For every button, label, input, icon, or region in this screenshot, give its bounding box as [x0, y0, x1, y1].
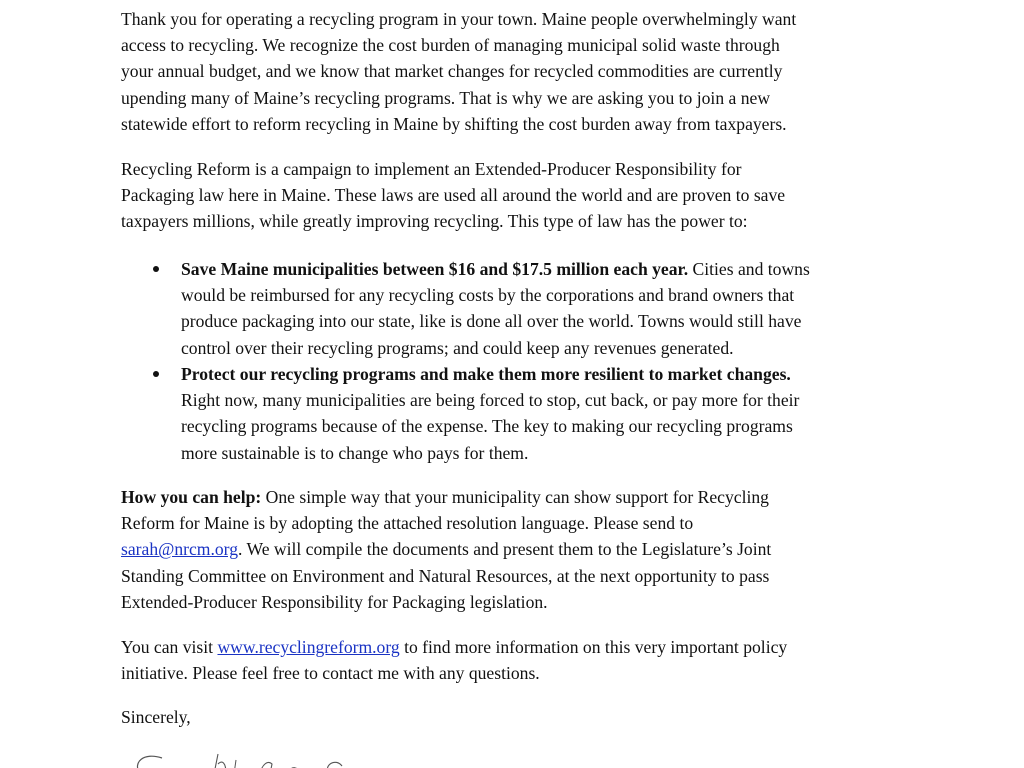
text-line: access to recycling. We recognize the cost burden of managing municipal solid waste through [121, 35, 780, 56]
text-line: How you can help: One simple way that your municipality can show support for Recycling [121, 487, 769, 507]
text-line: Extended-Producer Responsibility for Packaging legislation. [121, 591, 548, 612]
text-line: Reform for Maine is by adopting the attached resolution language. Please send to [121, 513, 694, 534]
text-line: sarah@nrcm.org. We will compile the documents and present them to the Legislature’s Joint [121, 539, 772, 560]
email-link[interactable]: sarah@nrcm.org [121, 539, 239, 560]
text-line: recycling programs because of the expense. The key to making our recycling programs [181, 416, 793, 437]
text-line: control over their recycling programs; and could keep any revenues generated. [181, 337, 734, 358]
text-line: produce packaging into our state, like is done all over the world. Towns would still have [181, 311, 802, 332]
intro-paragraph [121, 6, 921, 137]
text-line: your annual budget, and we know that market changes for recycled commodities are currently [121, 61, 783, 82]
bullet-icon [153, 371, 159, 377]
text-line: taxpayers millions, while greatly improving recycling. This type of law has the power to: [121, 211, 748, 232]
bullet-text [181, 361, 799, 466]
closing [121, 704, 921, 730]
signature-image [122, 746, 382, 768]
bullet-text [181, 256, 810, 361]
text-line: Standing Committee on Environment and Natural Resources, at the next opportunity to pass [121, 565, 770, 586]
bullet-heading: Save Maine municipalities between $16 and $17.5 million each year. [181, 259, 689, 279]
text-line: upending many of Maine’s recycling programs. That is why we are asking you to join a new [121, 87, 771, 108]
how-to-help-paragraph [121, 484, 921, 615]
text-line: statewide effort to reform recycling in Maine by shifting the cost burden away from taxpayers. [121, 113, 787, 134]
text-line: would be reimbursed for any recycling costs by the corporations and brand owners that [181, 285, 795, 306]
text-line [181, 361, 799, 387]
text-line: initiative. Please feel free to contact me with any questions. [121, 663, 540, 684]
salutation: Sincerely, [121, 707, 191, 727]
more-info-paragraph [121, 634, 921, 686]
text-line: more sustainable is to change who pays for them. [181, 442, 529, 463]
bullet-icon [153, 266, 159, 272]
text-line: Packaging law here in Maine. These laws are used all around the world and are proven to save [121, 185, 786, 206]
website-link[interactable]: www.recyclingreform.org [217, 637, 400, 657]
campaign-paragraph [121, 156, 921, 235]
text-line: Thank you for operating a recycling program in your town. Maine people overwhelmingly want [121, 9, 797, 29]
bullet-heading: Protect our recycling programs and make them more resilient to market changes. [181, 364, 791, 384]
how-to-help-heading: How you can help: [121, 487, 262, 507]
text-line: Right now, many municipalities are being forced to stop, cut back, or pay more for their [181, 390, 800, 411]
text-line: Save Maine municipalities between $16 and $17.5 million each year. Cities and towns [181, 259, 810, 279]
text-line: You can visit www.recyclingreform.org to find more information on this very important policy [121, 637, 788, 657]
text-line: Recycling Reform is a campaign to implement an Extended-Producer Responsibility for [121, 159, 742, 179]
